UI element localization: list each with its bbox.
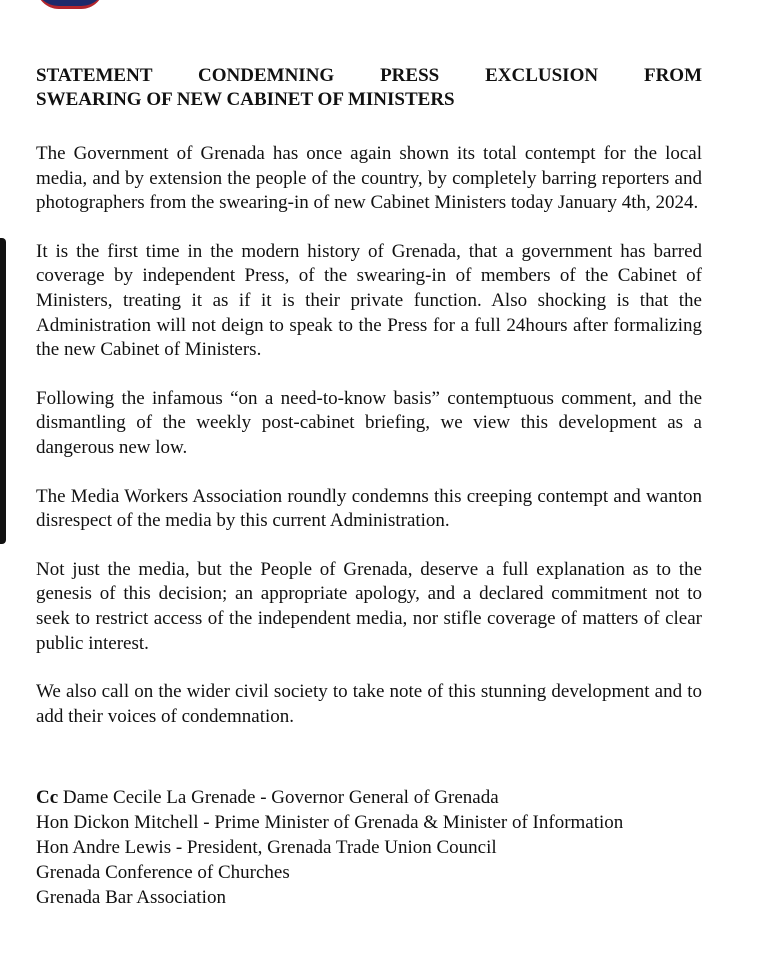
title-line-1: STATEMENT CONDEMNING PRESS EXCLUSION FROM <box>36 65 702 86</box>
paragraph-1: The Government of Grenada has once again shown its total contempt for the local media, and by extension the people of the country, by completely barring reporters and photographers from the swearing-in of new Cabinet Ministers today January 4th, 2024. <box>36 143 702 214</box>
cc-recipient: Hon Andre Lewis - President, Grenada Trade Union Council <box>36 837 497 859</box>
statement-document <box>36 64 702 910</box>
paragraph-3: Following the infamous “on a need-to-know basis” contemptuous comment, and the dismantling of the weekly post-cabinet briefing, we view this development as a dangerous new low. <box>36 387 702 458</box>
cc-prefix: Cc <box>36 787 59 809</box>
cc-list <box>36 785 702 910</box>
cc-recipient: Grenada Bar Association <box>36 887 226 909</box>
scroll-indicator <box>0 238 6 544</box>
paragraph-4: The Media Workers Association roundly condemns this creeping contempt and wanton disrespect of the media by this current Administration. <box>36 485 702 532</box>
cc-recipient: Grenada Conference of Churches <box>36 862 290 884</box>
cc-recipient <box>36 785 702 810</box>
title-line-2: SWEARING OF NEW CABINET OF MINISTERS <box>36 89 455 110</box>
paragraph-6: We also call on the wider civil society to take note of this stunning development and to add their voices of condemnation. <box>36 681 702 727</box>
paragraph-2: It is the first time in the modern history of Grenada, that a government has barred coverage by independent Press, of the swearing-in of members of the Cabinet of Ministers, treating it as if it is their private function. Also shocking is that the Administration will not deign to speak to the Press for a full 24hours after formalizing the new Cabinet of Ministers. <box>36 240 702 361</box>
cc-recipient: Hon Dickon Mitchell - Prime Minister of Grenada & Minister of Information <box>36 812 624 834</box>
statement-title <box>36 64 702 112</box>
cc-recipient-text: Dame Cecile La Grenade - Governor General of Grenada <box>62 787 499 809</box>
paragraph-5: Not just the media, but the People of Grenada, deserve a full explanation as to the genesis of this decision; an appropriate apology, and a declared commitment not to seek to restrict access of the independent media, nor stifle coverage of matters of clear public interest. <box>36 558 702 654</box>
logo-icon <box>36 0 104 9</box>
